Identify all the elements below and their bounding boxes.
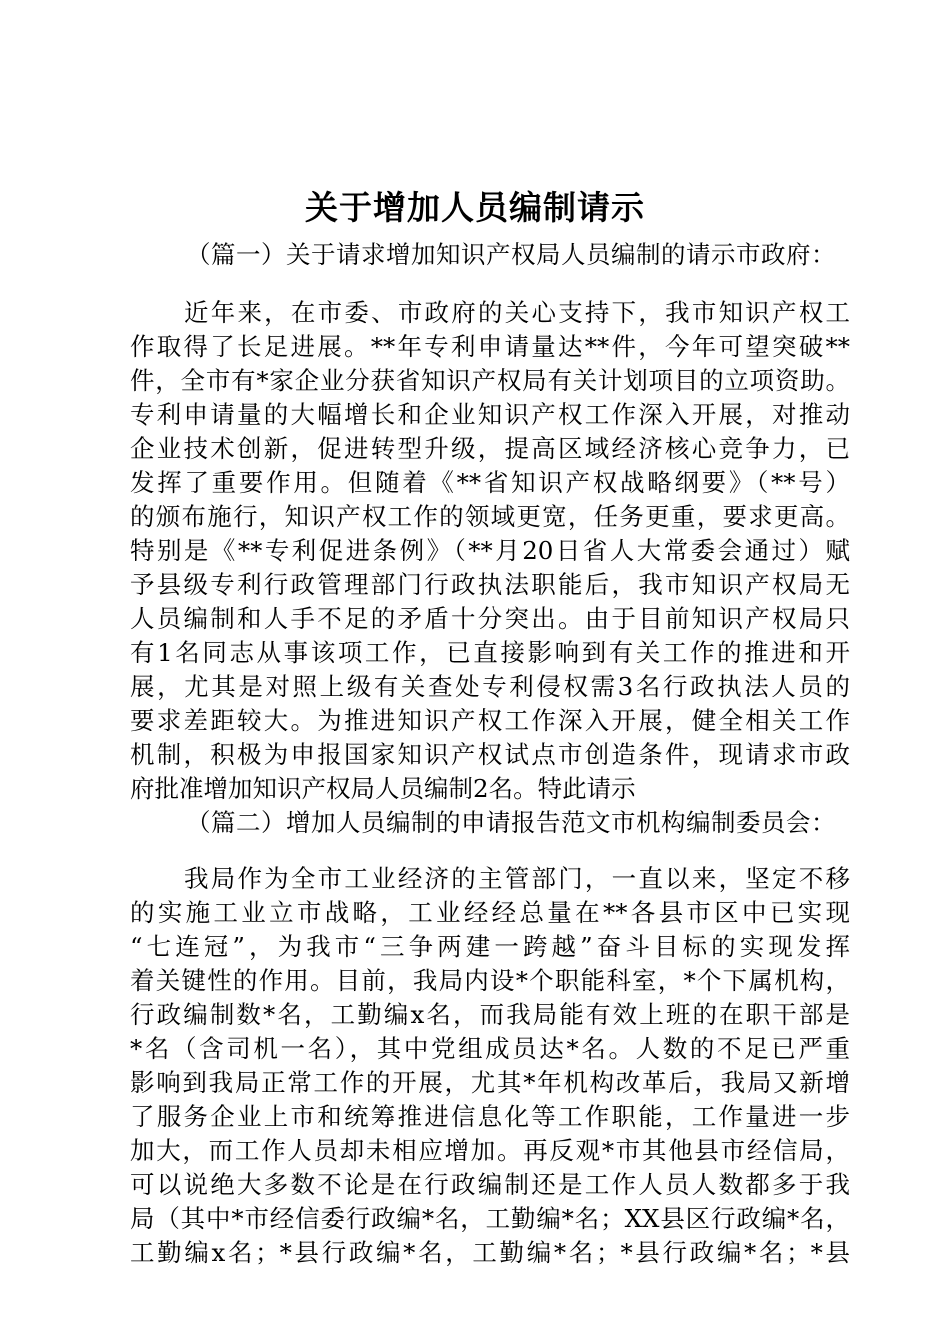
paragraph-line: 特别是《**专利促进条例》（**月20日省人大常委会通过）赋 — [130, 536, 850, 565]
paragraph-line: 影响到我局正常工作的开展，尤其*年机构改革后，我局又新增 — [130, 1068, 850, 1097]
paragraph-line: 的颁布施行，知识产权工作的领域更宽，任务更重，要求更高。 — [130, 502, 850, 531]
paragraph-line: 作取得了长足进展。**年专利申请量达**件，今年可望突破** — [130, 332, 850, 361]
document-title: 关于增加人员编制请示 — [305, 188, 645, 227]
paragraph-line: 我局作为全市工业经济的主管部门，一直以来，坚定不移 — [184, 864, 850, 893]
paragraph-line: 要求差距较大。为推进知识产权工作深入开展，健全相关工作 — [130, 706, 850, 735]
paragraph-line: 工勤编x名；*县行政编*名，工勤编*名；*县行政编*名；*县 — [130, 1238, 850, 1267]
paragraph-line: 加大，而工作人员却未相应增加。再反观*市其他县市经信局， — [130, 1136, 850, 1165]
paragraph-line: 件，全市有*家企业分获省知识产权局有关计划项目的立项资助。 — [130, 366, 850, 395]
paragraph-line: 企业技术创新，促进转型升级，提高区域经济核心竞争力，已 — [130, 434, 850, 463]
paragraph-line: 府批准增加知识产权局人员编制2名。特此请示 — [130, 774, 636, 803]
paragraph-line: 行政编制数*名，工勤编x名，而我局能有效上班的在职干部是 — [130, 1000, 850, 1029]
paragraph-line: 局（其中*市经信委行政编*名，工勤编*名；XX县区行政编*名， — [130, 1204, 850, 1233]
section-body-2 — [130, 862, 850, 1270]
paragraph-line: 了服务企业上市和统筹推进信息化等工作职能，工作量进一步 — [130, 1102, 850, 1131]
paragraph-line: 的实施工业立市战略，工业经经总量在**各县市区中已实现 — [130, 898, 850, 927]
paragraph-line: 展，尤其是对照上级有关查处专利侵权需3名行政执法人员的 — [130, 672, 850, 701]
paragraph-line: 机制，积极为申报国家知识产权试点市创造条件，现请求市政 — [130, 740, 850, 769]
paragraph-line: 有1名同志从事该项工作，已直接影响到有关工作的推进和开 — [130, 638, 850, 667]
paragraph-line: 专利申请量的大幅增长和企业知识产权工作深入开展，对推动 — [130, 400, 850, 429]
paragraph-line: 发挥了重要作用。但随着《**省知识产权战略纲要》（**号） — [130, 468, 850, 497]
paragraph-line: “七连冠”，为我市“三争两建一跨越”奋斗目标的实现发挥 — [130, 932, 850, 961]
section-body-1 — [130, 296, 850, 806]
section-heading-1: （篇一）关于请求增加知识产权局人员编制的请示市政府： — [186, 240, 836, 269]
paragraph-line: 人员编制和人手不足的矛盾十分突出。由于目前知识产权局只 — [130, 604, 850, 633]
paragraph-line: 着关键性的作用。目前，我局内设*个职能科室，*个下属机构， — [130, 966, 850, 995]
paragraph-line: 可以说绝大多数不论是在行政编制还是工作人员人数都多于我 — [130, 1170, 850, 1199]
paragraph-line: *名（含司机一名），其中党组成员达*名。人数的不足已严重 — [130, 1034, 850, 1063]
section-heading-2: （篇二）增加人员编制的申请报告范文市机构编制委员会： — [186, 808, 836, 837]
paragraph-line: 近年来，在市委、市政府的关心支持下，我市知识产权工 — [184, 298, 850, 327]
paragraph-line: 予县级专利行政管理部门行政执法职能后，我市知识产权局无 — [130, 570, 850, 599]
